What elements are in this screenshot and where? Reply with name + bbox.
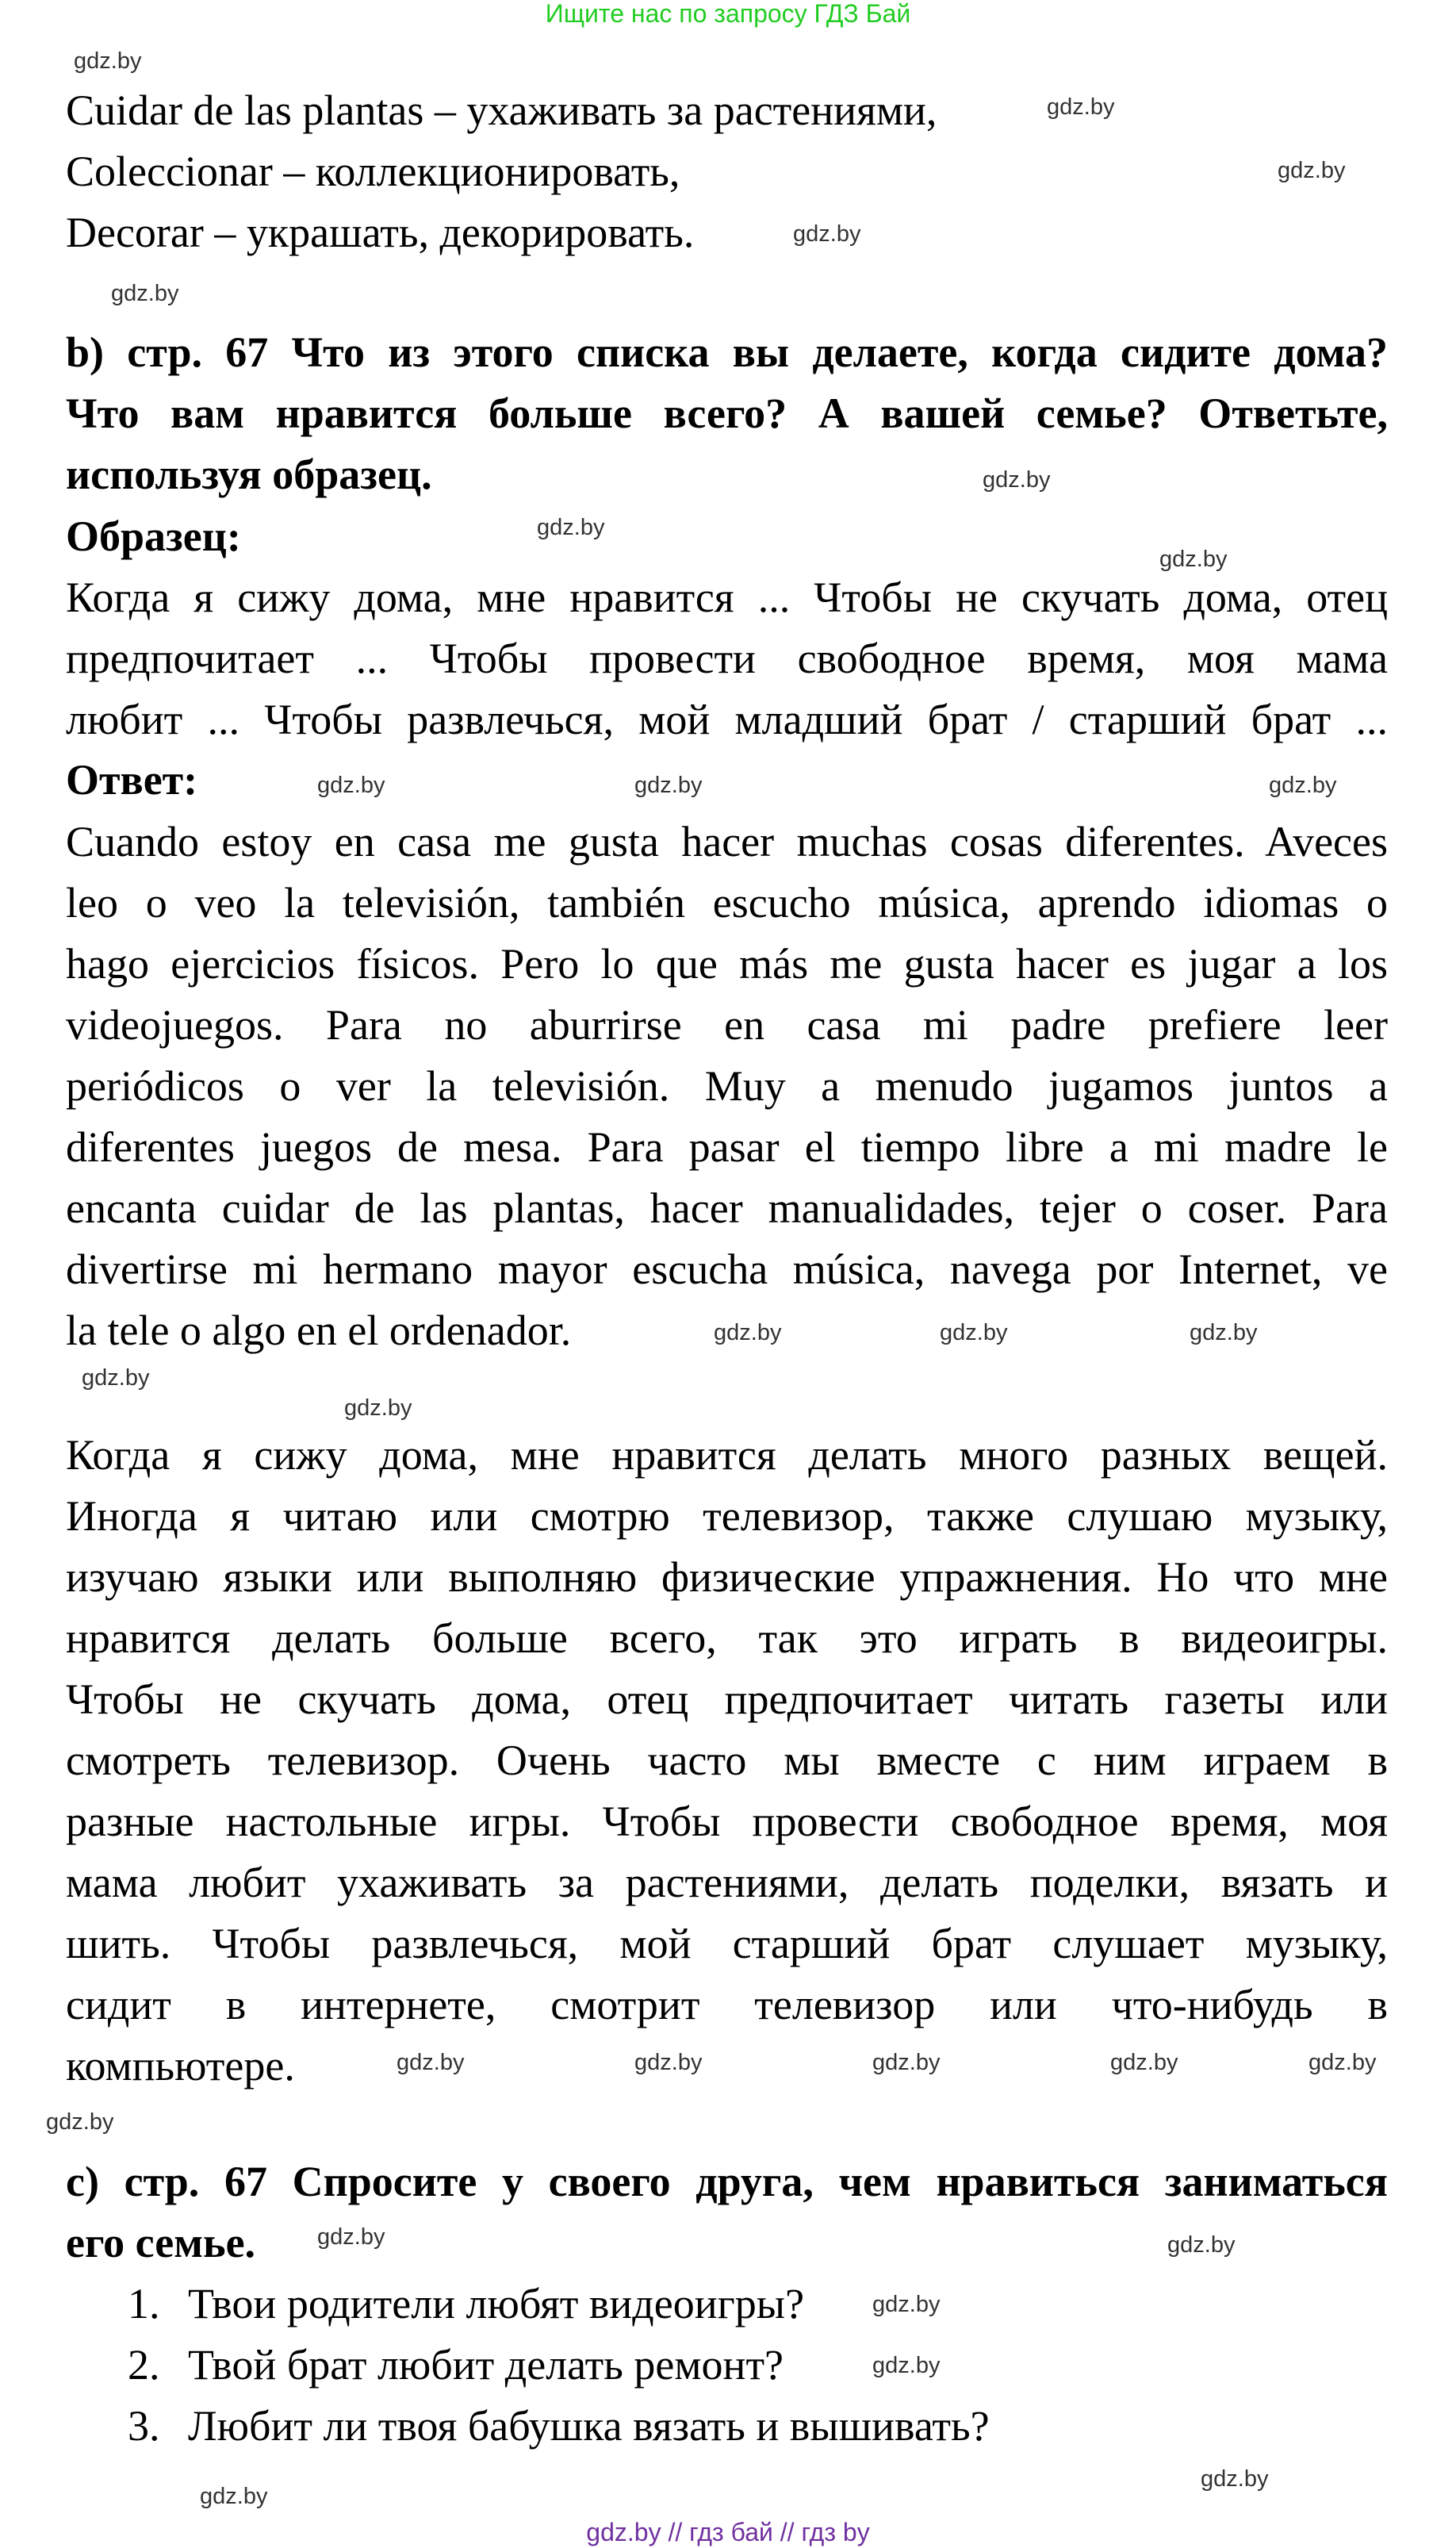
watermark-text: gdz.by	[1167, 2232, 1236, 2258]
text-line: videojuegos. Para no aburrirse en casa mi padre prefiere leer	[66, 1001, 1388, 1049]
list-item	[128, 2335, 784, 2396]
watermark-text: gdz.by	[634, 2050, 703, 2075]
watermark-text: gdz.by	[872, 2292, 941, 2317]
text-line: la tele o algo en el ordenador.	[66, 1307, 572, 1354]
watermark-text: gdz.by	[1159, 547, 1228, 572]
text-line: любит ... Чтобы развлечься, мой младший брат / старший брат ...	[66, 696, 1388, 743]
text-line: hago ejercicios físicos. Pero lo que más me gusta hacer es jugar a los	[66, 940, 1388, 988]
text-line: Что вам нравится больше всего? А вашей семье? Ответьте,	[66, 389, 1388, 437]
footer-links[interactable]: gdz.by // гдз бай // гдз by	[586, 2518, 870, 2546]
item-number: 1.	[128, 2280, 160, 2327]
answer-label	[66, 750, 197, 811]
question-list	[128, 2274, 990, 2457]
list-item	[128, 2274, 804, 2335]
watermark-text: gdz.by	[1278, 158, 1346, 183]
text-line: diferentes juegos de mesa. Para pasar el tiempo libre a mi madre le	[66, 1123, 1388, 1171]
item-number: 3.	[128, 2402, 160, 2450]
answer-russian	[66, 1425, 1388, 2097]
item-text: Твой брат любит делать ремонт?	[188, 2341, 784, 2389]
watermark-text: gdz.by	[1201, 2466, 1269, 2492]
text-line: b) стр. 67 Что из этого списка вы делаете, когда сидите дома?	[66, 328, 1388, 376]
text-line: Cuando estoy en casa me gusta hacer muchas cosas diferentes. Aveces	[66, 818, 1388, 865]
watermark-text: gdz.by	[344, 1395, 412, 1421]
watermark-text: gdz.by	[1269, 773, 1337, 798]
sample-label	[66, 506, 241, 567]
watermark-text: gdz.by	[46, 2109, 114, 2135]
watermark-text: gdz.by	[1110, 2050, 1178, 2075]
watermark-text: gdz.by	[200, 2484, 268, 2509]
promo-banner[interactable]: Ищите нас по запросу ГДЗ Бай	[545, 0, 911, 28]
watermark-text: gdz.by	[940, 1320, 1008, 1345]
item-text: Твои родители любят видеоигры?	[188, 2280, 805, 2327]
text-line: используя образец.	[66, 451, 432, 498]
watermark-text: gdz.by	[872, 2050, 941, 2075]
text-line: мама любит ухаживать за растениями, делать поделки, вязать и	[66, 1859, 1388, 1906]
text-line: Иногда я читаю или смотрю телевизор, также слушаю музыку,	[66, 1492, 1388, 1540]
watermark-text: gdz.by	[1308, 2050, 1377, 2075]
sample-text	[66, 567, 1388, 750]
text-line: изучаю языки или выполняю физические упражнения. Но что мне	[66, 1553, 1388, 1601]
text-line: Coleccionar – коллекционировать,	[66, 148, 680, 195]
watermark-text: gdz.by	[793, 221, 861, 247]
text-line: шить. Чтобы развлечься, мой старший брат слушает музыку,	[66, 1920, 1388, 1967]
watermark-text: gdz.by	[1190, 1320, 1258, 1345]
sample-label-text: Образец:	[66, 512, 241, 560]
watermark-text: gdz.by	[317, 2224, 385, 2250]
text-line: Decorar – украшать, декорировать.	[66, 209, 695, 256]
item-number: 2.	[128, 2341, 160, 2389]
text-line: divertirse mi hermano mayor escucha música, navega por Internet, ve	[66, 1245, 1388, 1293]
text-line: сидит в интернете, смотрит телевизор или что-нибудь в	[66, 1981, 1388, 2028]
text-line: periódicos o ver la televisión. Muy a menudo jugamos juntos a	[66, 1062, 1388, 1110]
list-item	[128, 2396, 990, 2457]
text-line: разные настольные игры. Чтобы провести свободное время, моя	[66, 1798, 1388, 1845]
watermark-text: gdz.by	[1047, 94, 1115, 120]
text-line: компьютере.	[66, 2042, 295, 2089]
text-line: encanta cuidar de las plantas, hacer manualidades, tejer o coser. Para	[66, 1184, 1388, 1232]
text-line: Когда я сижу дома, мне нравится ... Чтобы не скучать дома, отец	[66, 574, 1388, 621]
text-line: leo o veo la televisión, también escucho música, aprendo idiomas o	[66, 879, 1388, 927]
watermark-text: gdz.by	[111, 281, 179, 306]
watermark-text: gdz.by	[317, 773, 385, 798]
task-b-heading	[66, 322, 1388, 505]
text-line: предпочитает ... Чтобы провести свободное время, моя мама	[66, 635, 1388, 682]
text-line: Когда я сижу дома, мне нравится делать много разных вещей.	[66, 1431, 1388, 1479]
watermark-text: gdz.by	[634, 773, 703, 798]
watermark-text: gdz.by	[714, 1320, 782, 1345]
watermark-text: gdz.by	[82, 1365, 150, 1391]
answer-spanish	[66, 812, 1388, 1361]
text-line: нравится делать больше всего, так это играть в видеоигры.	[66, 1614, 1388, 1662]
text-line: его семье.	[66, 2219, 256, 2266]
text-line: Cuidar de las plantas – ухаживать за растениями,	[66, 86, 937, 134]
text-line: смотреть телевизор. Очень часто мы вместе с ним играем в	[66, 1736, 1388, 1784]
watermark-text: gdz.by	[537, 515, 605, 540]
watermark-text: gdz.by	[983, 467, 1051, 493]
watermark-text: gdz.by	[74, 48, 142, 74]
text-line: Чтобы не скучать дома, отец предпочитает читать газеты или	[66, 1675, 1388, 1723]
answer-label-text: Ответ:	[66, 756, 198, 804]
item-text: Любит ли твоя бабушка вязать и вышивать?	[188, 2402, 990, 2450]
watermark-text: gdz.by	[872, 2353, 941, 2378]
text-line: c) стр. 67 Спросите у своего друга, чем нравиться заниматься	[66, 2158, 1388, 2205]
watermark-text: gdz.by	[397, 2050, 465, 2075]
